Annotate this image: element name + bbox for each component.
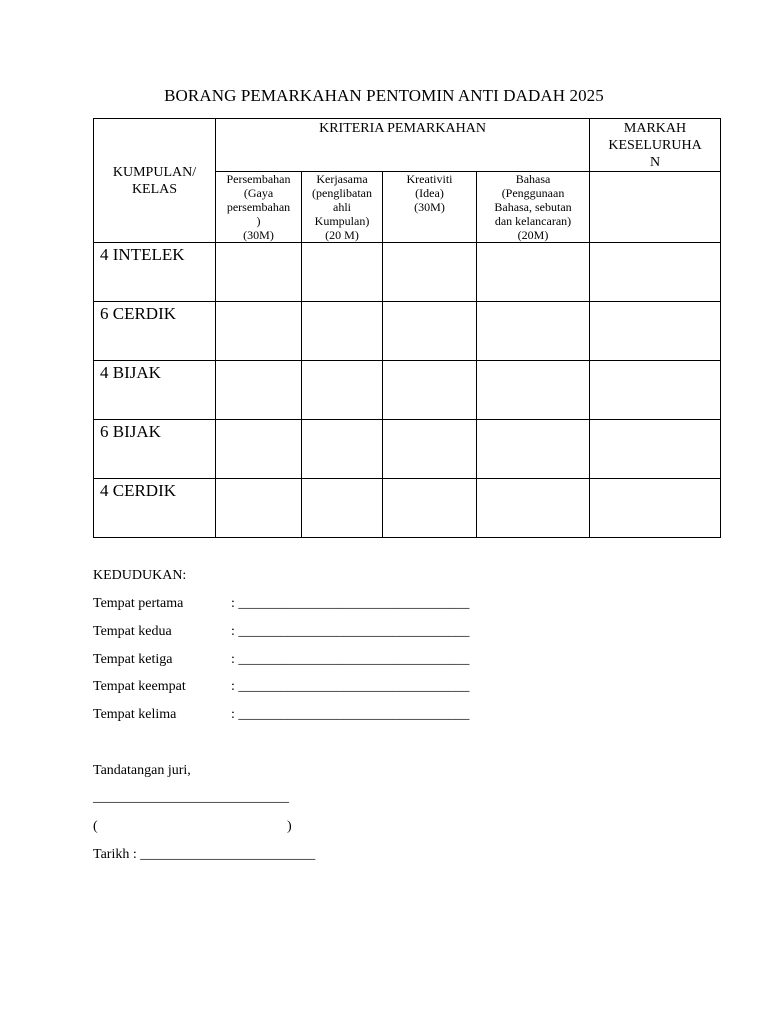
- score-cell[interactable]: [302, 479, 383, 538]
- group-name: 4 INTELEK: [94, 243, 216, 302]
- marking-table: [93, 118, 721, 538]
- criterion-line: ): [256, 214, 261, 228]
- standing-label: Tempat kedua: [93, 624, 172, 639]
- standing-label: Tempat keempat: [93, 679, 186, 694]
- score-cell[interactable]: [302, 302, 383, 361]
- score-cell[interactable]: [216, 243, 302, 302]
- total-cell[interactable]: [590, 420, 721, 479]
- table-row: [94, 361, 721, 420]
- total-marks-header: [590, 119, 721, 172]
- total-header-line: MARKAH: [623, 121, 687, 136]
- score-cell[interactable]: [383, 420, 477, 479]
- standing-blank[interactable]: : _________________________________: [231, 679, 470, 694]
- standings-heading: KEDUDUKAN:: [93, 568, 187, 583]
- score-cell[interactable]: [477, 361, 590, 420]
- score-cell[interactable]: [216, 479, 302, 538]
- standing-blank[interactable]: : _________________________________: [231, 624, 470, 639]
- criterion-line: Bahasa, sebutan: [494, 200, 572, 214]
- standing-blank[interactable]: : _________________________________: [231, 652, 470, 667]
- total-header-line: N: [649, 155, 661, 170]
- criteria-header: KRITERIA PEMARKAHAN: [216, 119, 590, 172]
- table-row: [94, 243, 721, 302]
- name-open-paren: (: [93, 819, 98, 834]
- score-cell[interactable]: [477, 420, 590, 479]
- criterion-line: Kumpulan): [314, 214, 370, 228]
- standing-label: Tempat ketiga: [93, 652, 173, 667]
- total-header-line: KESELURUHA: [608, 138, 702, 153]
- criterion-line: (20 M): [325, 228, 359, 242]
- criterion-line: (penglibatan: [312, 186, 372, 200]
- criterion-line: (30M): [243, 228, 274, 242]
- table-row: [94, 420, 721, 479]
- score-cell[interactable]: [216, 302, 302, 361]
- criterion-line: ahli: [333, 200, 351, 214]
- signature-line[interactable]: ____________________________: [93, 790, 289, 805]
- score-cell[interactable]: [383, 302, 477, 361]
- group-name: 4 BIJAK: [94, 361, 216, 420]
- score-cell[interactable]: [302, 361, 383, 420]
- group-name: 4 CERDIK: [94, 479, 216, 538]
- criterion-line: Persembahan: [226, 172, 291, 186]
- criterion-kreativiti: [383, 172, 477, 243]
- form-title: BORANG PEMARKAHAN PENTOMIN ANTI DADAH 2025: [164, 86, 604, 105]
- table-row: [94, 479, 721, 538]
- group-name: 6 BIJAK: [94, 420, 216, 479]
- criterion-line: (30M): [414, 200, 445, 214]
- total-cell[interactable]: [590, 302, 721, 361]
- score-cell[interactable]: [302, 420, 383, 479]
- score-cell[interactable]: [383, 479, 477, 538]
- group-header-line: KELAS: [131, 181, 178, 197]
- standing-blank[interactable]: : _________________________________: [231, 596, 470, 611]
- standing-label: Tempat kelima: [93, 707, 177, 722]
- criterion-line: dan kelancaran): [494, 214, 572, 228]
- criterion-line: Bahasa: [515, 172, 551, 186]
- score-cell[interactable]: [383, 361, 477, 420]
- total-marks-blank: [590, 172, 721, 243]
- total-cell[interactable]: [590, 361, 721, 420]
- score-cell[interactable]: [216, 420, 302, 479]
- criterion-bahasa: [477, 172, 590, 243]
- criterion-line: (Idea): [415, 186, 444, 200]
- score-cell[interactable]: [477, 302, 590, 361]
- group-class-header: [94, 119, 216, 243]
- date-field[interactable]: Tarikh : _________________________: [93, 847, 316, 862]
- group-name: 6 CERDIK: [94, 302, 216, 361]
- table-row: [94, 302, 721, 361]
- score-cell[interactable]: [477, 243, 590, 302]
- group-header-line: KUMPULAN/: [112, 164, 197, 180]
- total-cell[interactable]: [590, 243, 721, 302]
- standing-blank[interactable]: : _________________________________: [231, 707, 470, 722]
- criterion-line: Kerjasama: [316, 172, 368, 186]
- criterion-line: (20M): [517, 228, 549, 242]
- score-cell[interactable]: [302, 243, 383, 302]
- criterion-line: (Gaya: [243, 186, 274, 200]
- name-close-paren: ): [287, 819, 292, 834]
- total-cell[interactable]: [590, 479, 721, 538]
- standing-label: Tempat pertama: [93, 596, 184, 611]
- criterion-line: persembahan: [226, 200, 291, 214]
- signature-label: Tandatangan juri,: [93, 763, 191, 778]
- criterion-line: Kreativiti: [406, 172, 453, 186]
- criterion-line: (Penggunaan: [501, 186, 565, 200]
- criterion-persembahan: [216, 172, 302, 243]
- score-cell[interactable]: [216, 361, 302, 420]
- score-cell[interactable]: [383, 243, 477, 302]
- criterion-kerjasama: [302, 172, 383, 243]
- score-cell[interactable]: [477, 479, 590, 538]
